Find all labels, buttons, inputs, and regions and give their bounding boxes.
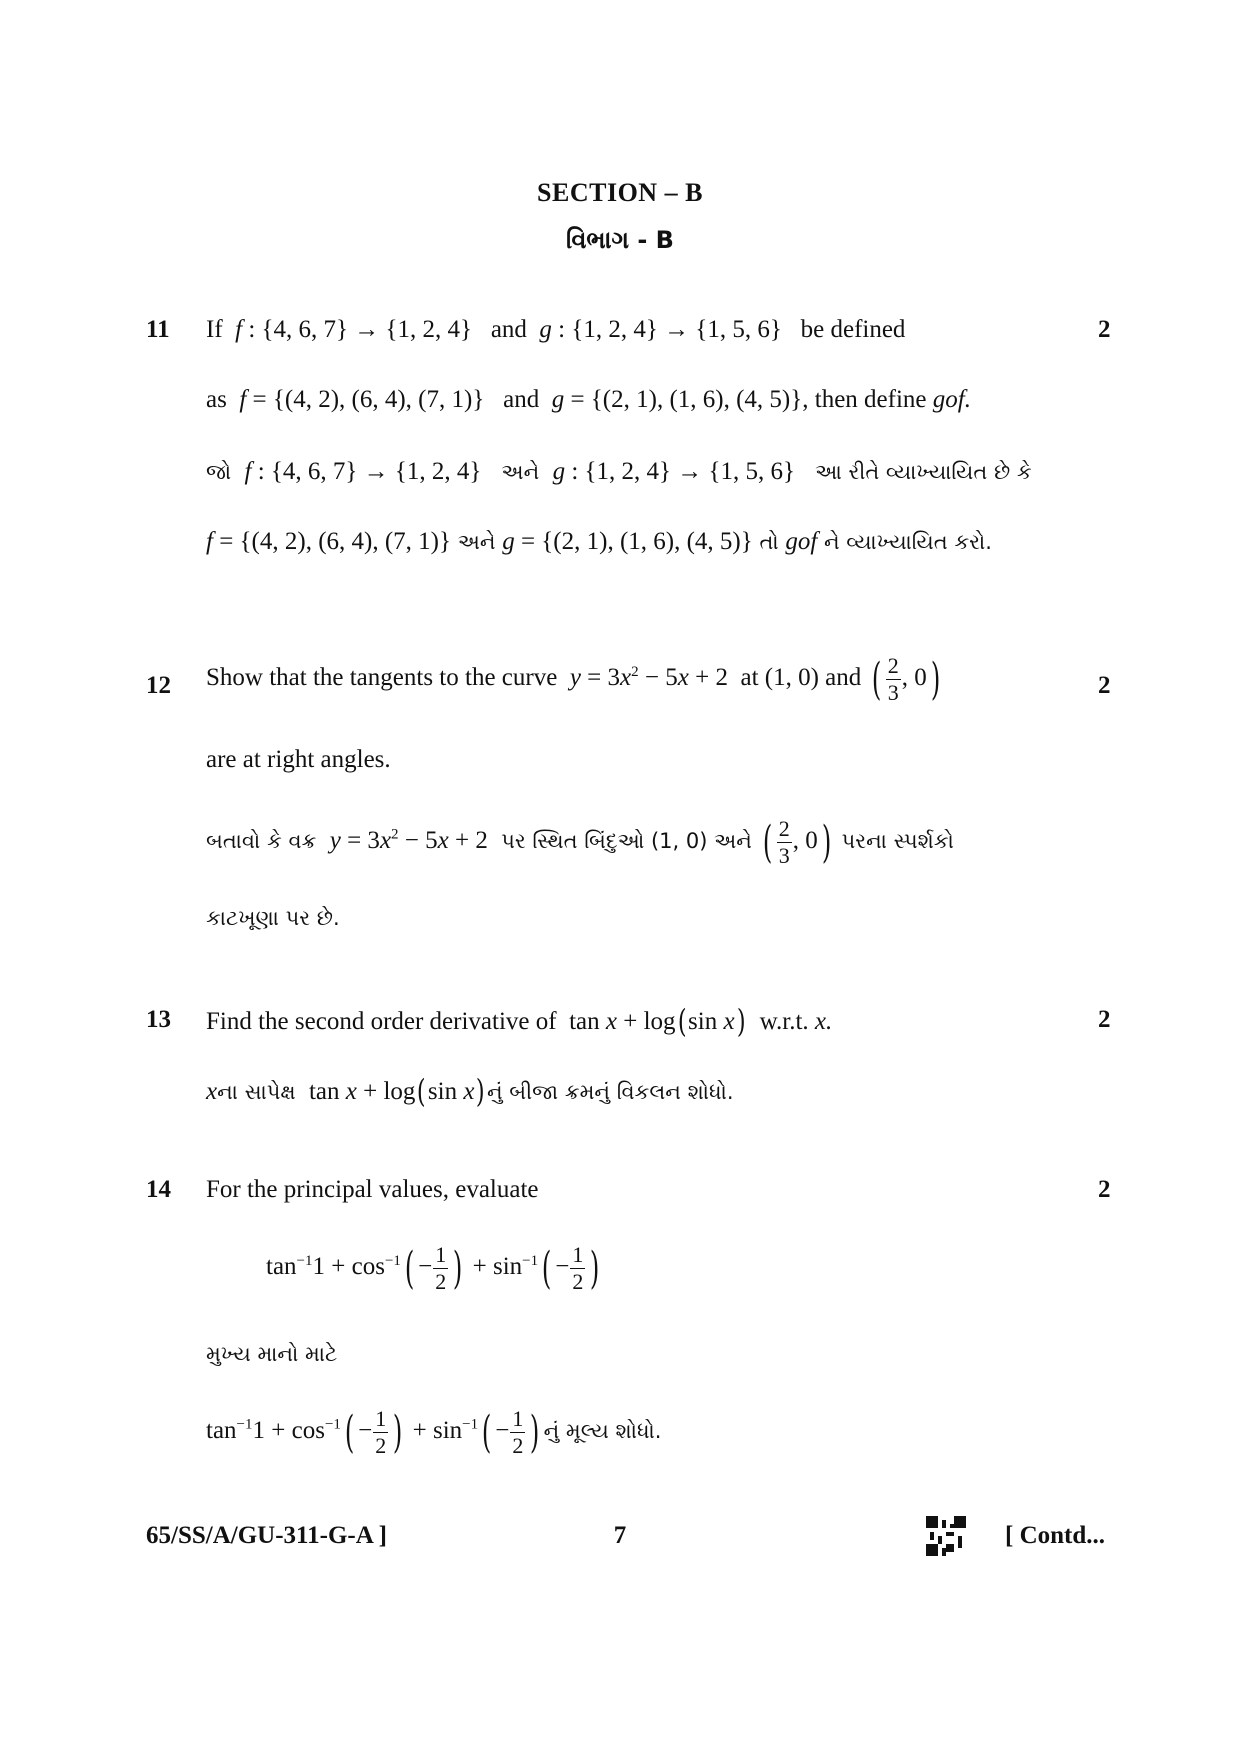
- question-number-12: 12: [146, 672, 171, 699]
- q14-line-2-gujarati: મુખ્ય માનો માટે: [206, 1342, 338, 1366]
- q12-line-1: Show that the tangents to the curve $y = 3x^2 - 5x + 2$ at (1, 0) and ( $\frac{2}{3}$ , 0): [206, 653, 940, 705]
- q11-line-4-gujarati: f = {(4, 2), (6, 4), (7, 1)} અને g = {(2, 1), (1, 6), (4, 5)} તો gof ને વ્યાખ્યાયિત કરો.: [206, 528, 992, 555]
- q11-line-1: If f : {4, 6, 7} → {1, 2, 4} and g : {1, 2, 4} → {1, 5, 6} be defined: [206, 316, 906, 343]
- q12-line-2: are at right angles.: [206, 746, 391, 773]
- qr-code-icon: [926, 1516, 966, 1556]
- paper-code: 65/SS/A/GU-311-G-A ]: [146, 1522, 387, 1549]
- q13-line-1: Find the second order derivative of tan x + log(sin x) w.r.t. x.: [206, 1002, 833, 1040]
- page-number: 7: [613, 1522, 627, 1549]
- q14-expression: $\tan^{-1}1 + \cos^{-1}$( − $\frac{1}{2}$ ) + $\sin^{-1}$( − $\frac{1}{2}$ ): [266, 1242, 600, 1294]
- q13-line-2-gujarati: xના સાપેક્ષ tan x + log(sin x)નું બીજા ક્રમનું વિકલન શોધો.: [206, 1072, 734, 1110]
- marks-13: 2: [1098, 1006, 1111, 1033]
- q11-line-3-gujarati: જો f : {4, 6, 7} → {1, 2, 4} અને g : {1, 2, 4} → {1, 5, 6} આ રીતે વ્યાખ્યાયિત છે કે: [206, 458, 1032, 485]
- question-number-13: 13: [146, 1006, 171, 1033]
- section-title: SECTION – B: [537, 178, 703, 207]
- section-title-gujarati: વિભાગ - B: [566, 226, 674, 254]
- marks-14: 2: [1098, 1176, 1111, 1203]
- q12-line-4-gujarati: કાટખૂણા પર છે.: [206, 906, 340, 930]
- q14-line-1: For the principal values, evaluate: [206, 1176, 539, 1203]
- q11-line-2: as f = {(4, 2), (6, 4), (7, 1)} and g = {(2, 1), (1, 6), (4, 5)}, then define gof.: [206, 386, 971, 413]
- marks-12: 2: [1098, 672, 1111, 699]
- marks-11: 2: [1098, 316, 1111, 343]
- q12-line-3-gujarati: બતાવો કે વક્ર $y = 3x^2 - 5x + 2$ પર સ્થિત બિંદુઓ (1, 0) અને ( $\frac{2}{3}$ , 0) પરના સ્પર્શકો: [206, 816, 954, 868]
- continued-label: [ Contd...: [1005, 1522, 1106, 1549]
- question-number-11: 11: [146, 316, 170, 343]
- question-number-14: 14: [146, 1176, 171, 1203]
- q14-line-3-gujarati: $\tan^{-1}1 + \cos^{-1}$( − $\frac{1}{2}$ ) + $\sin^{-1}$( − $\frac{1}{2}$ ) નું મૂલ્ય શોધો.: [206, 1406, 662, 1458]
